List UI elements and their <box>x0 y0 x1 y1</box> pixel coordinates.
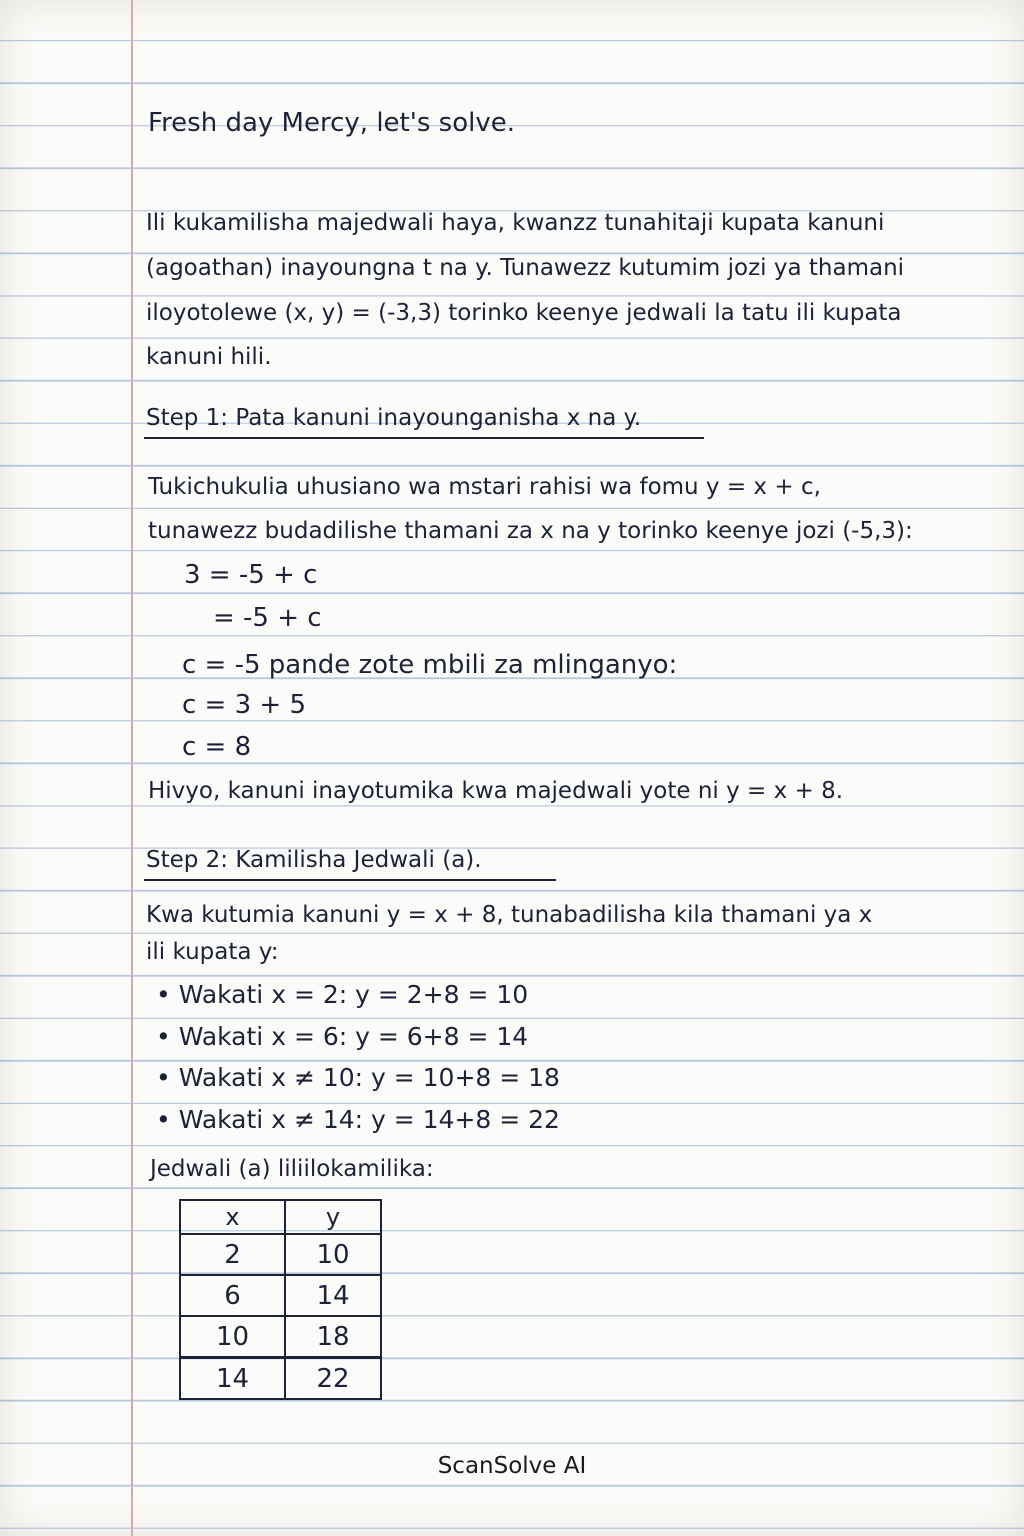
table-row <box>180 1234 381 1275</box>
margin-line <box>131 0 133 1536</box>
intro-line-3: iloyotolewe (x, y) = (-3,3) torinko keenye jedwali la tatu ili kupata <box>146 300 902 326</box>
cell-x: 10 <box>180 1316 285 1358</box>
table-row <box>180 1316 381 1358</box>
header-y: y <box>285 1200 381 1234</box>
equation-5: c = 8 <box>182 732 252 762</box>
greeting: Fresh day Mercy, let's solve. <box>148 108 516 138</box>
cell-x: 2 <box>180 1234 285 1275</box>
step1-heading-underline <box>144 437 704 439</box>
step2-heading: Step 2: Kamilisha Jedwali (a). <box>146 847 482 873</box>
step2-line-2: ili kupata y: <box>146 939 279 965</box>
equation-2: = -5 + c <box>213 603 322 633</box>
cell-y: 14 <box>285 1275 381 1316</box>
table-row <box>180 1358 381 1400</box>
footer-watermark: ScanSolve AI <box>437 1453 587 1479</box>
table-caption: Jedwali (a) liliilokamilika: <box>150 1156 434 1182</box>
cell-y: 18 <box>285 1316 381 1358</box>
bullet-4-text: Wakati x ≠ 14: y = 14+8 = 22 <box>178 1105 560 1134</box>
step2-line-1: Kwa kutumia kanuni y = x + 8, tunabadilisha kila thamani ya x <box>146 902 873 928</box>
step1-heading: Step 1: Pata kanuni inayounganisha x na y. <box>146 405 642 431</box>
completed-table <box>179 1199 382 1400</box>
bullet-1-text: Wakati x = 2: y = 2+8 = 10 <box>178 980 529 1009</box>
bullet-1: • Wakati x = 2: y = 2+8 = 10 <box>156 980 529 1009</box>
intro-line-4: kanuni hili. <box>146 344 272 370</box>
cell-x: 14 <box>180 1358 285 1400</box>
bullet-3: • Wakati x ≠ 10: y = 10+8 = 18 <box>156 1063 560 1092</box>
equation-1: 3 = -5 + c <box>184 560 318 590</box>
cell-y: 10 <box>285 1234 381 1275</box>
intro-line-2: (agoathan) inayoungna t na y. Tunawezz kutumim jozi ya thamani <box>146 255 905 281</box>
bullet-2-text: Wakati x = 6: y = 6+8 = 14 <box>178 1022 529 1051</box>
step1-line-2: tunawezz budadilishe thamani za x na y torinko keenye jozi (-5,3): <box>148 518 913 544</box>
step1-conclusion: Hivyo, kanuni inayotumika kwa majedwali yote ni y = x + 8. <box>148 778 844 804</box>
cell-y: 22 <box>285 1358 381 1400</box>
equation-4: c = 3 + 5 <box>182 690 307 720</box>
step1-line-1: Tukichukulia uhusiano wa mstari rahisi wa fomu y = x + c, <box>148 474 821 500</box>
intro-line-1: Ili kukamilisha majedwali haya, kwanzz tunahitaji kupata kanuni <box>146 210 885 236</box>
bullet-2: • Wakati x = 6: y = 6+8 = 14 <box>156 1022 529 1051</box>
bullet-3-text: Wakati x ≠ 10: y = 10+8 = 18 <box>178 1063 560 1092</box>
table-header-row <box>180 1200 381 1234</box>
cell-x: 6 <box>180 1275 285 1316</box>
table-row <box>180 1275 381 1316</box>
bullet-4: • Wakati x ≠ 14: y = 14+8 = 22 <box>156 1105 560 1134</box>
equation-3: c = -5 pande zote mbili za mlinganyo: <box>182 650 678 680</box>
header-x: x <box>180 1200 285 1234</box>
step2-heading-underline <box>144 879 556 881</box>
